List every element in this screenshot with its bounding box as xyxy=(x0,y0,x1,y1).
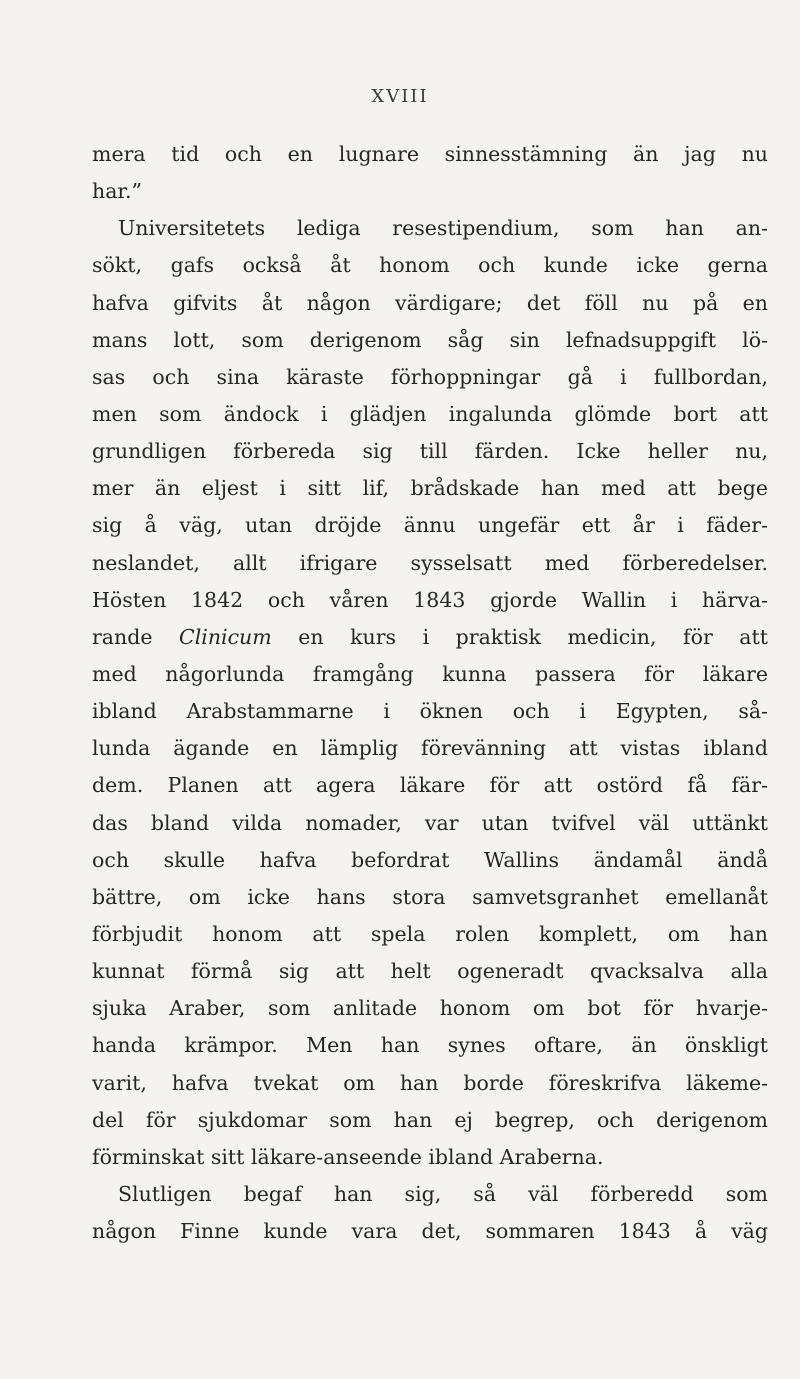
text-prefix: rande xyxy=(92,624,153,649)
text-line-with-italic xyxy=(92,619,768,656)
text-line: dem. Planen att agera läkare för att ostörd få fär- xyxy=(92,773,768,798)
text-line: mera tid och en lugnare sinnesstämning än jag nu xyxy=(92,142,768,166)
text-line: neslandet, allt ifrigare sysselsatt med förberedelser. xyxy=(92,550,768,575)
text-line: handa krämpor. Men han synes oftare, än önskligt xyxy=(92,1033,768,1058)
text-rest: en kurs i praktisk medicin, för att xyxy=(298,624,768,649)
text-line: någon Finne kunde vara det, sommaren 1843 å väg xyxy=(92,1219,768,1244)
text-line: Universitetets lediga resestipendium, som han an- xyxy=(118,216,768,241)
text-line: förminskat sitt läkare-anseende ibland Araberna. xyxy=(92,1144,604,1169)
text-line: förbjudit honom att spela rolen komplett, om han xyxy=(92,921,768,946)
text-line: sas och sina käraste förhoppningar gå i fullbordan, xyxy=(92,364,768,389)
text-line: ibland Arabstammarne i öknen och i Egypten, så- xyxy=(92,699,768,724)
text-line: mer än eljest i sitt lif, brådskade han med att bege xyxy=(92,476,768,501)
text-line: del för sjukdomar som han ej begrep, och derigenom xyxy=(92,1107,768,1132)
text-line: das bland vilda nomader, var utan tvifvel väl uttänkt xyxy=(92,810,768,835)
text-line: Slutligen begaf han sig, så väl förberedd som xyxy=(118,1181,768,1206)
text-line: med någorlunda framgång kunna passera för läkare xyxy=(92,661,768,686)
text-line: och skulle hafva befordrat Wallins ändamål ändå xyxy=(92,847,768,872)
italic-term: Clinicum xyxy=(179,624,272,649)
text-line: sig å väg, utan dröjde ännu ungefär ett år i fäder- xyxy=(92,513,768,538)
text-line: har.” xyxy=(92,179,142,204)
text-line: Hösten 1842 och våren 1843 gjorde Wallin i härva- xyxy=(92,587,768,612)
text-line: kunnat förmå sig att helt ogeneradt qvacksalva alla xyxy=(92,959,768,984)
text-line: varit, hafva tvekat om han borde föreskrifva läkeme- xyxy=(92,1070,768,1095)
text-line: men som ändock i glädjen ingalunda glömde bort att xyxy=(92,401,768,426)
text-line: sökt, gafs också åt honom och kunde icke gerna xyxy=(92,253,768,278)
text-line: hafva gifvits åt någon värdigare; det föll nu på en xyxy=(92,290,768,315)
page-number: XVIII xyxy=(371,86,429,107)
text-line: sjuka Araber, som anlitade honom om bot för hvarje- xyxy=(92,996,768,1021)
body-text xyxy=(92,136,768,1250)
text-line: mans lott, som derigenom såg sin lefnadsuppgift lö- xyxy=(92,327,768,352)
text-line: lunda ägande en lämplig förevänning att vistas ibland xyxy=(92,736,768,761)
text-line: bättre, om icke hans stora samvetsgranhet emellanåt xyxy=(92,884,768,909)
text-line: grundligen förbereda sig till färden. Icke heller nu, xyxy=(92,439,768,464)
